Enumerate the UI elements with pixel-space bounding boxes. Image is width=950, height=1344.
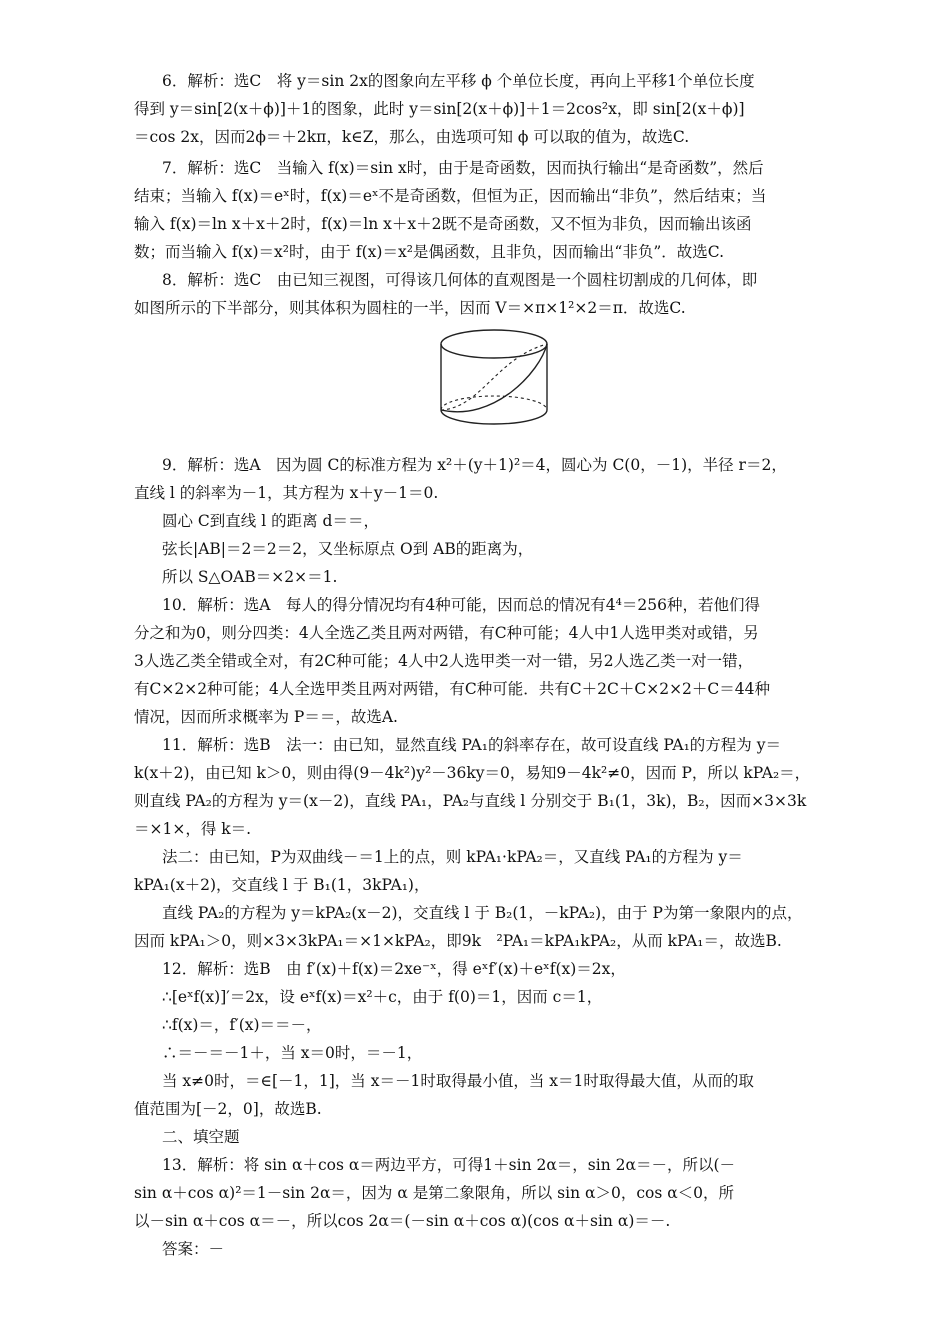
text-line: 直线 PA₂的方程为 y＝kPA₂(x－2)，交直线 l 于 B₂(1，－kPA₂)，由于 P为第一象限内的点， <box>162 904 803 922</box>
text-line: 11．解析：选B 法一：由已知，显然直线 PA₁的斜率存在，故可设直线 PA₁的方程为 y＝ <box>162 736 781 754</box>
text-line: 弦长|AB|＝2＝2＝2，又坐标原点 O到 AB的距离为， <box>162 540 534 558</box>
text-line: 如图所示的下半部分，则其体积为圆柱的一半，因而 V＝×π×1²×2＝π．故选C. <box>134 299 686 317</box>
text-line: 得到 y＝sin[2(x＋ϕ)]＋1的图象，此时 y＝sin[2(x＋ϕ)]＋1＝2cos²x，即 sin[2(x＋ϕ)] <box>134 100 745 118</box>
text-line: ∴＝－＝－1＋，当 x＝0时，＝－1， <box>162 1044 423 1062</box>
text-line: 输入 f(x)＝ln x＋x＋2时，f(x)＝ln x＋x＋2既不是奇函数，又不恒为非负，因而输出该函 <box>134 215 752 233</box>
text-line: kPA₁(x＋2)，交直线 l 于 B₁(1，3kPA₁)， <box>134 876 430 894</box>
text-line: 则直线 PA₂的方程为 y＝(x－2)，直线 PA₁，PA₂与直线 l 分别交于 B₁(1，3k)，B₂，因而×3×3k <box>134 792 807 810</box>
text-line: 结束；当输入 f(x)＝eˣ时，f(x)＝eˣ不是奇函数，但恒为正，因而输出“非负”，然后结束；当 <box>134 187 767 205</box>
text-line: 数；而当输入 f(x)＝x²时，由于 f(x)＝x²是偶函数，且非负，因而输出“非负”．故选C. <box>134 243 724 261</box>
text-line: 7．解析：选C 当输入 f(x)＝sin x时，由于是奇函数，因而执行输出“是奇函数”，然后 <box>162 159 764 177</box>
text-line: 13．解析：将 sin α＋cos α＝两边平方，可得1＋sin 2α＝，sin 2α＝－，所以(－ <box>162 1156 736 1174</box>
text-line: 分之和为0，则分四类：4人全选乙类且两对两错，有C种可能；4人中1人选甲类对或错，另 <box>134 624 759 642</box>
text-line: 8．解析：选C 由已知三视图，可得该几何体的直观图是一个圆柱切割成的几何体，即 <box>162 271 758 289</box>
text-line: 情况，因而所求概率为 P＝＝，故选A. <box>134 708 398 726</box>
text-line: 有C×2×2种可能；4人全选甲类且两对两错，有C种可能．共有C＋2C＋C×2×2＋C＝44种 <box>134 680 771 698</box>
text-line: ＝×1×，得 k＝. <box>134 820 252 838</box>
text-line: 6．解析：选C 将 y＝sin 2x的图象向左平移 ϕ 个单位长度，再向上平移1个单位长度 <box>162 72 755 90</box>
text-line: 12．解析：选B 由 f′(x)＋f(x)＝2xe⁻ˣ，得 eˣf′(x)＋eˣf(x)＝2x， <box>162 960 626 978</box>
text-line: 10．解析：选A 每人的得分情况均有4种可能，因而总的情况有4⁴＝256种，若他们得 <box>162 596 760 614</box>
text-line: k(x＋2)，由已知 k＞0，则由得(9－4k²)y²－36ky＝0，易知9－4k²≠0，因而 P，所以 kPA₂＝， <box>134 764 811 782</box>
text-line: 因而 kPA₁＞0，则×3×3kPA₁＝×1×kPA₂，即9k ²PA₁＝kPA₁kPA₂，从而 kPA₁＝，故选B. <box>134 932 782 950</box>
text-line: 3人选乙类全错或全对，有2C种可能；4人中2人选甲类一对一错，另2人选乙类一对一错， <box>134 652 754 670</box>
text-line: 圆心 C到直线 l 的距离 d＝＝， <box>162 512 379 530</box>
cylinder-figure <box>436 328 552 426</box>
text-line: 所以 S△OAB＝×2×＝1. <box>162 568 338 586</box>
text-line: ＝cos 2x，因而2ϕ＝＋2kπ，k∈Z，那么，由选项可知 ϕ 可以取的值为，故选C. <box>134 128 690 146</box>
text-line: ∴[eˣf(x)]′＝2x，设 eˣf(x)＝x²＋c，由于 f(0)＝1，因而 c＝1， <box>162 988 603 1006</box>
text-line: 直线 l 的斜率为－1，其方程为 x＋y－1＝0. <box>134 484 439 502</box>
text-line: 以－sin α＋cos α＝－，所以cos 2α＝(－sin α＋cos α)(cos α＋sin α)＝－. <box>134 1212 671 1230</box>
text-line: 值范围为[－2，0]，故选B. <box>134 1100 322 1118</box>
text-line: 当 x≠0时，＝∈[－1，1]，当 x＝－1时取得最小值，当 x＝1时取得最大值，从而的取 <box>162 1072 754 1090</box>
text-line: sin α＋cos α)²＝1－sin 2α＝，因为 α 是第二象限角，所以 sin α＞0，cos α＜0，所 <box>134 1184 735 1202</box>
section-heading: 二、填空题 <box>162 1128 240 1146</box>
text-line: ∴f(x)＝，f′(x)＝＝－， <box>162 1016 322 1034</box>
answer-line: 答案：－ <box>162 1240 225 1258</box>
text-line: 9．解析：选A 因为圆 C的标准方程为 x²＋(y＋1)²＝4，圆心为 C(0，－1)，半径 r＝2， <box>162 456 787 474</box>
text-line: 法二：由已知，P为双曲线－＝1上的点，则 kPA₁·kPA₂＝，又直线 PA₁的方程为 y＝ <box>162 848 743 866</box>
